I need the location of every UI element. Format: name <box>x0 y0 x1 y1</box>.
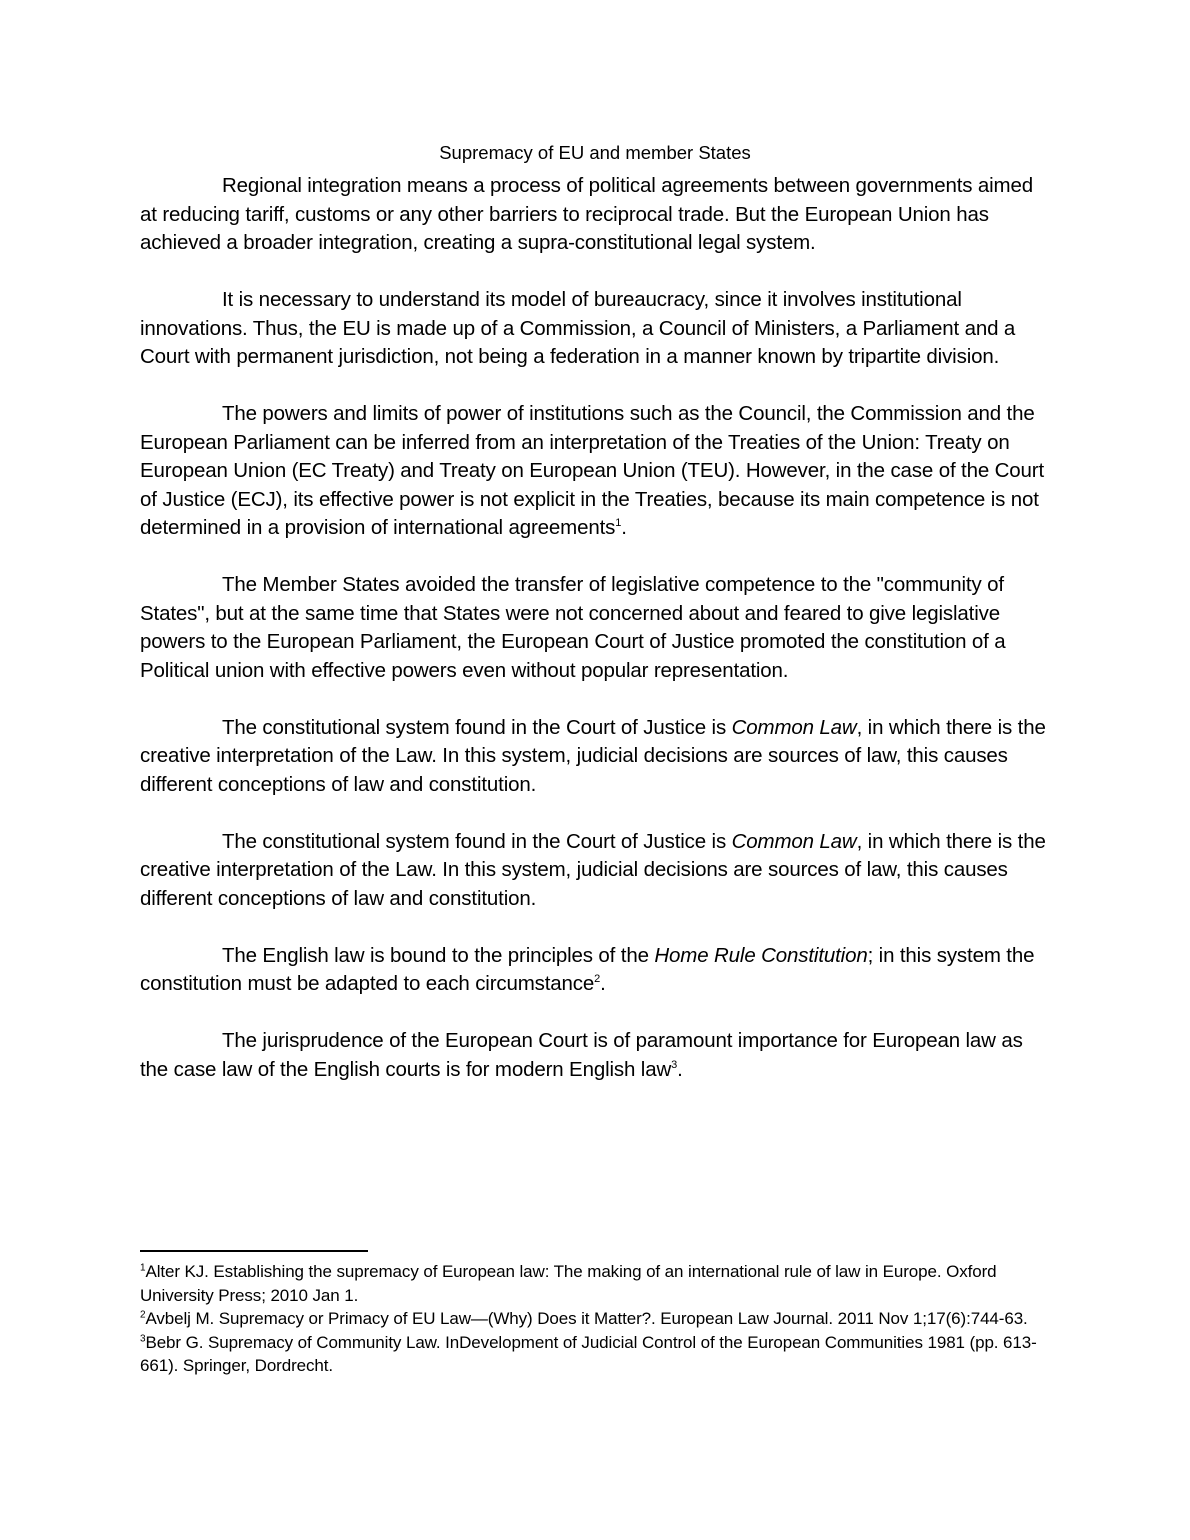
paragraph-text-end: . <box>621 516 627 539</box>
paragraph-text: It is necessary to understand its model of bureaucracy, since it involves institutional innovations. Thus, the EU is made up of a Commission, a Council of Ministers, a Parliament and a Court with permanent jurisdiction, not being a federation in a manner known by tripartite division. <box>140 288 1016 368</box>
italic-term: Common Law <box>731 715 857 739</box>
italic-term: Home Rule Constitution <box>654 943 868 967</box>
footnote-number: 2 <box>140 1309 146 1321</box>
paragraph-text-mid: ; in this system the constitution must be adapted to each circumstance <box>140 943 1035 995</box>
paragraph-text-end: . <box>677 1057 683 1081</box>
footnote-2 <box>140 1307 1050 1331</box>
footnote-text: Avbelj M. Supremacy or Primacy of EU Law—(Why) Does it Matter?. European Law Journal. 2011 Nov 1;17(6):744-63. <box>145 1309 1028 1328</box>
paragraph-text: The Member States avoided the transfer of legislative competence to the "community of States", but at the same time that States were not concerned about and feared to give legislative powers to the European Parliament, the European Court of Justice promoted the constitution of a Political union with effective powers even without popular representation. <box>140 573 1006 682</box>
paragraph-regional-integration <box>140 172 1050 258</box>
footnote-1 <box>140 1260 1050 1307</box>
footnote-text: Bebr G. Supremacy of Community Law. InDevelopment of Judicial Control of the European Communities 1981 (pp. 613-661). Springer, Dordrecht. <box>140 1332 1037 1375</box>
footnote-number: 1 <box>140 1262 146 1274</box>
document-page <box>140 140 1050 1113</box>
italic-term: Common Law <box>731 829 857 853</box>
footnotes-section <box>140 1250 1050 1378</box>
paragraph-text-end: , in which there is the creative interpretation of the Law. In this system, judicial decisions are sources of law, this causes different conceptions of law and constitution. <box>140 715 1046 796</box>
paragraph-text: The powers and limits of power of institutions such as the Council, the Commission and the European Parliament can be inferred from an interpretation of the Treaties of the Union: Treaty on European Union (EC Treaty) and Treaty on European Union (TEU). However, in the case of the Court of Justice (ECJ), its effective power is not explicit in the Treaties, because its main competence is not determined in a provision of international agreements <box>140 402 1045 539</box>
paragraph-member-states <box>140 571 1050 685</box>
footnote-3 <box>140 1331 1050 1378</box>
paragraph-text: The jurisprudence of the European Court is of paramount importance for European law as the case law of the English courts is for modern English law <box>140 1029 1023 1081</box>
paragraph-english-law <box>140 942 1050 999</box>
paragraph-text: The English law is bound to the principles of the <box>222 943 655 967</box>
paragraph-jurisprudence <box>140 1027 1050 1084</box>
paragraph-bureaucracy-model <box>140 286 1050 372</box>
paragraph-text-end: . <box>600 972 606 995</box>
footnote-text: Alter KJ. Establishing the supremacy of European law: The making of an international rule of law in Europe. Oxford University Press; 2010 Jan 1. <box>140 1262 997 1305</box>
paragraph-text: Regional integration means a process of political agreements between governments aimed at reducing tariff, customs or any other barriers to reciprocal trade. But the European Union has achieved a broader integration, creating a supra-constitutional legal system. <box>140 174 1033 254</box>
paragraph-text: The constitutional system found in the Court of Justice is <box>222 715 732 739</box>
footnote-ref-1[interactable]: 1 <box>615 517 622 530</box>
paragraph-powers-and-limits <box>140 400 1050 543</box>
paragraph-text-end: , in which there is the creative interpretation of the Law. In this system, judicial decisions are sources of law, this causes different conceptions of law and constitution. <box>140 829 1046 910</box>
footnote-ref-2[interactable]: 2 <box>594 973 601 986</box>
footnote-number: 3 <box>140 1332 146 1344</box>
paragraph-text: The constitutional system found in the Court of Justice is <box>222 829 732 853</box>
footnote-separator <box>140 1250 368 1252</box>
paragraph-constitutional-system <box>140 714 1050 800</box>
footnote-ref-3[interactable]: 3 <box>671 1058 678 1071</box>
document-title: Supremacy of EU and member States <box>439 142 751 163</box>
paragraph-constitutional-system-repeat <box>140 828 1050 914</box>
